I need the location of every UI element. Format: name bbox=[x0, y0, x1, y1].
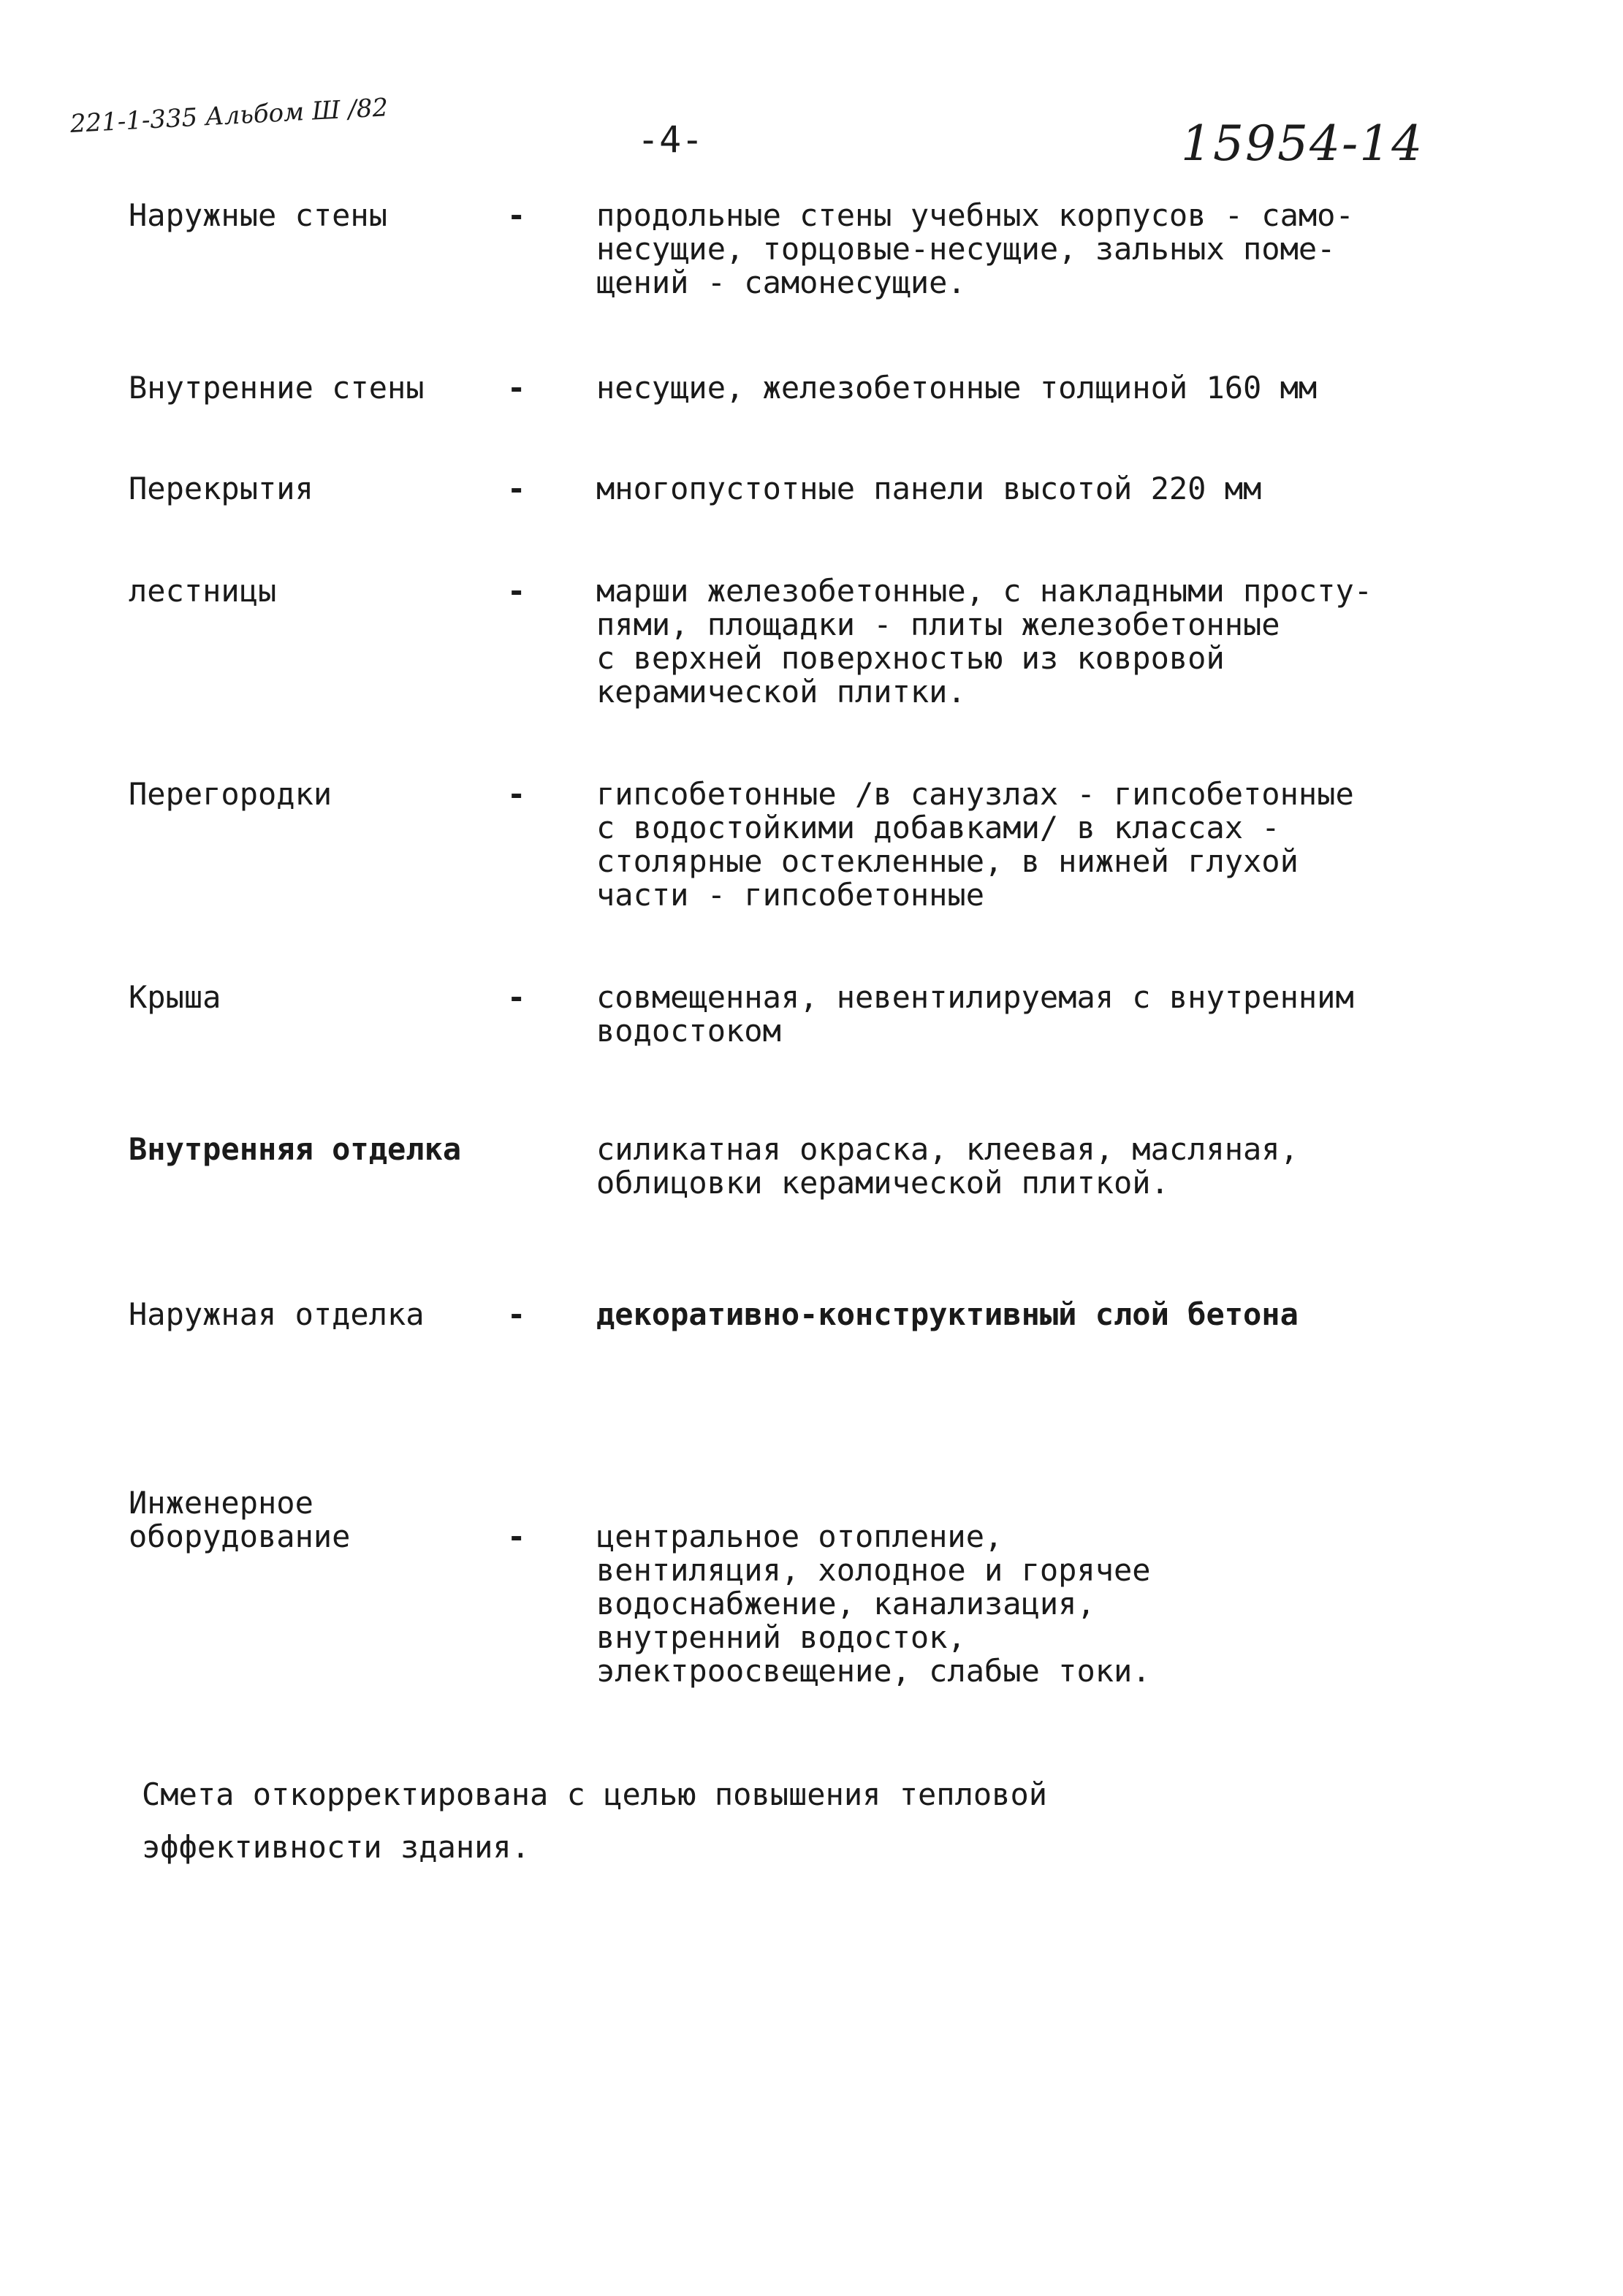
note-line: эффективности здания. bbox=[142, 1829, 531, 1865]
spec-description-line: части - гипсобетонные bbox=[596, 877, 985, 913]
spec-description-line: электроосвещение, слабые токи. bbox=[596, 1653, 1151, 1689]
spec-description bbox=[596, 778, 1354, 912]
spec-description-line: многопустотные панели высотой 220 мм bbox=[596, 471, 1262, 506]
spec-description-line: пями, площадки - плиты железобетонные bbox=[596, 607, 1280, 642]
spec-description-line: вентиляция, холодное и горячее bbox=[596, 1552, 1151, 1588]
spec-description-line: с верхней поверхностью из ковровой bbox=[596, 640, 1225, 676]
spec-dash: - bbox=[507, 1296, 526, 1332]
spec-dash: - bbox=[507, 1518, 526, 1554]
document-number: 15954-14 bbox=[1181, 115, 1424, 172]
spec-label-line: Перекрытия bbox=[129, 471, 313, 506]
spec-description-line: внутренний водосток, bbox=[596, 1619, 966, 1655]
spec-description bbox=[596, 574, 1372, 709]
spec-description bbox=[596, 371, 1317, 405]
spec-description-line: центральное отопление, bbox=[596, 1518, 1003, 1554]
spec-label bbox=[129, 981, 221, 1014]
spec-description bbox=[596, 1298, 1299, 1331]
spec-label bbox=[129, 1298, 425, 1331]
spec-description-line: силикатная окраска, клеевая, масляная, bbox=[596, 1131, 1299, 1167]
note-line: Смета откорректирована с целью повышения тепловой bbox=[142, 1776, 1048, 1812]
spec-description-line: щений - самонесущие. bbox=[596, 265, 966, 300]
spec-label-line: Внутренняя отделка bbox=[129, 1131, 462, 1167]
spec-description-line: марши железобетонные, с накладными просту- bbox=[596, 573, 1373, 609]
estimate-note bbox=[142, 1768, 1047, 1874]
spec-description-line: декоративно-конструктивный слой бетона bbox=[596, 1296, 1299, 1332]
spec-description-line: водостоком bbox=[596, 1013, 781, 1049]
spec-dash: - bbox=[507, 370, 526, 406]
spec-description-line: несущие, торцовые-несущие, зальных поме- bbox=[596, 231, 1336, 267]
spec-label bbox=[129, 1486, 350, 1554]
spec-label bbox=[129, 574, 276, 608]
spec-description-line: водоснабжение, канализация, bbox=[596, 1586, 1095, 1622]
spec-description-line: гипсобетонные /в санузлах - гипсобетонные bbox=[596, 776, 1354, 812]
spec-description-line: продольные стены учебных корпусов - само- bbox=[596, 197, 1354, 233]
spec-description bbox=[596, 1133, 1299, 1200]
spec-description bbox=[596, 472, 1261, 506]
spec-label-line: Внутренние стены bbox=[129, 370, 425, 406]
spec-label bbox=[129, 199, 387, 232]
spec-label bbox=[129, 1133, 461, 1166]
handwritten-reference: 221-1-335 Альбом Ш /82 bbox=[69, 93, 389, 139]
spec-label-line: лестницы bbox=[129, 573, 277, 609]
spec-dash: - bbox=[507, 573, 526, 609]
spec-description-line: с водостойкими добавками/ в классах - bbox=[596, 810, 1280, 845]
spec-label bbox=[129, 472, 313, 506]
spec-description bbox=[596, 1520, 1151, 1688]
spec-description-line: облицовки керамической плиткой. bbox=[596, 1165, 1169, 1201]
spec-description-line: столярные остекленные, в нижней глухой bbox=[596, 843, 1299, 879]
spec-dash: - bbox=[507, 197, 526, 233]
spec-label-line: оборудование bbox=[129, 1518, 351, 1554]
spec-label-line: Наружные стены bbox=[129, 197, 388, 233]
spec-label-line: Крыша bbox=[129, 979, 221, 1015]
spec-dash: - bbox=[507, 471, 526, 506]
spec-dash: - bbox=[507, 979, 526, 1015]
page-number: -4- bbox=[637, 118, 704, 161]
spec-label bbox=[129, 778, 332, 811]
spec-description-line: совмещенная, невентилируемая с внутренним bbox=[596, 979, 1354, 1015]
spec-description-line: несущие, железобетонные толщиной 160 мм bbox=[596, 370, 1318, 406]
spec-label-line: Наружная отделка bbox=[129, 1296, 425, 1332]
spec-description bbox=[596, 981, 1354, 1048]
spec-label-line: Инженерное bbox=[129, 1485, 313, 1521]
spec-label-line: Перегородки bbox=[129, 776, 332, 812]
spec-label bbox=[129, 371, 425, 405]
spec-dash: - bbox=[507, 776, 526, 812]
spec-description bbox=[596, 199, 1354, 300]
spec-description-line: керамической плитки. bbox=[596, 674, 966, 710]
